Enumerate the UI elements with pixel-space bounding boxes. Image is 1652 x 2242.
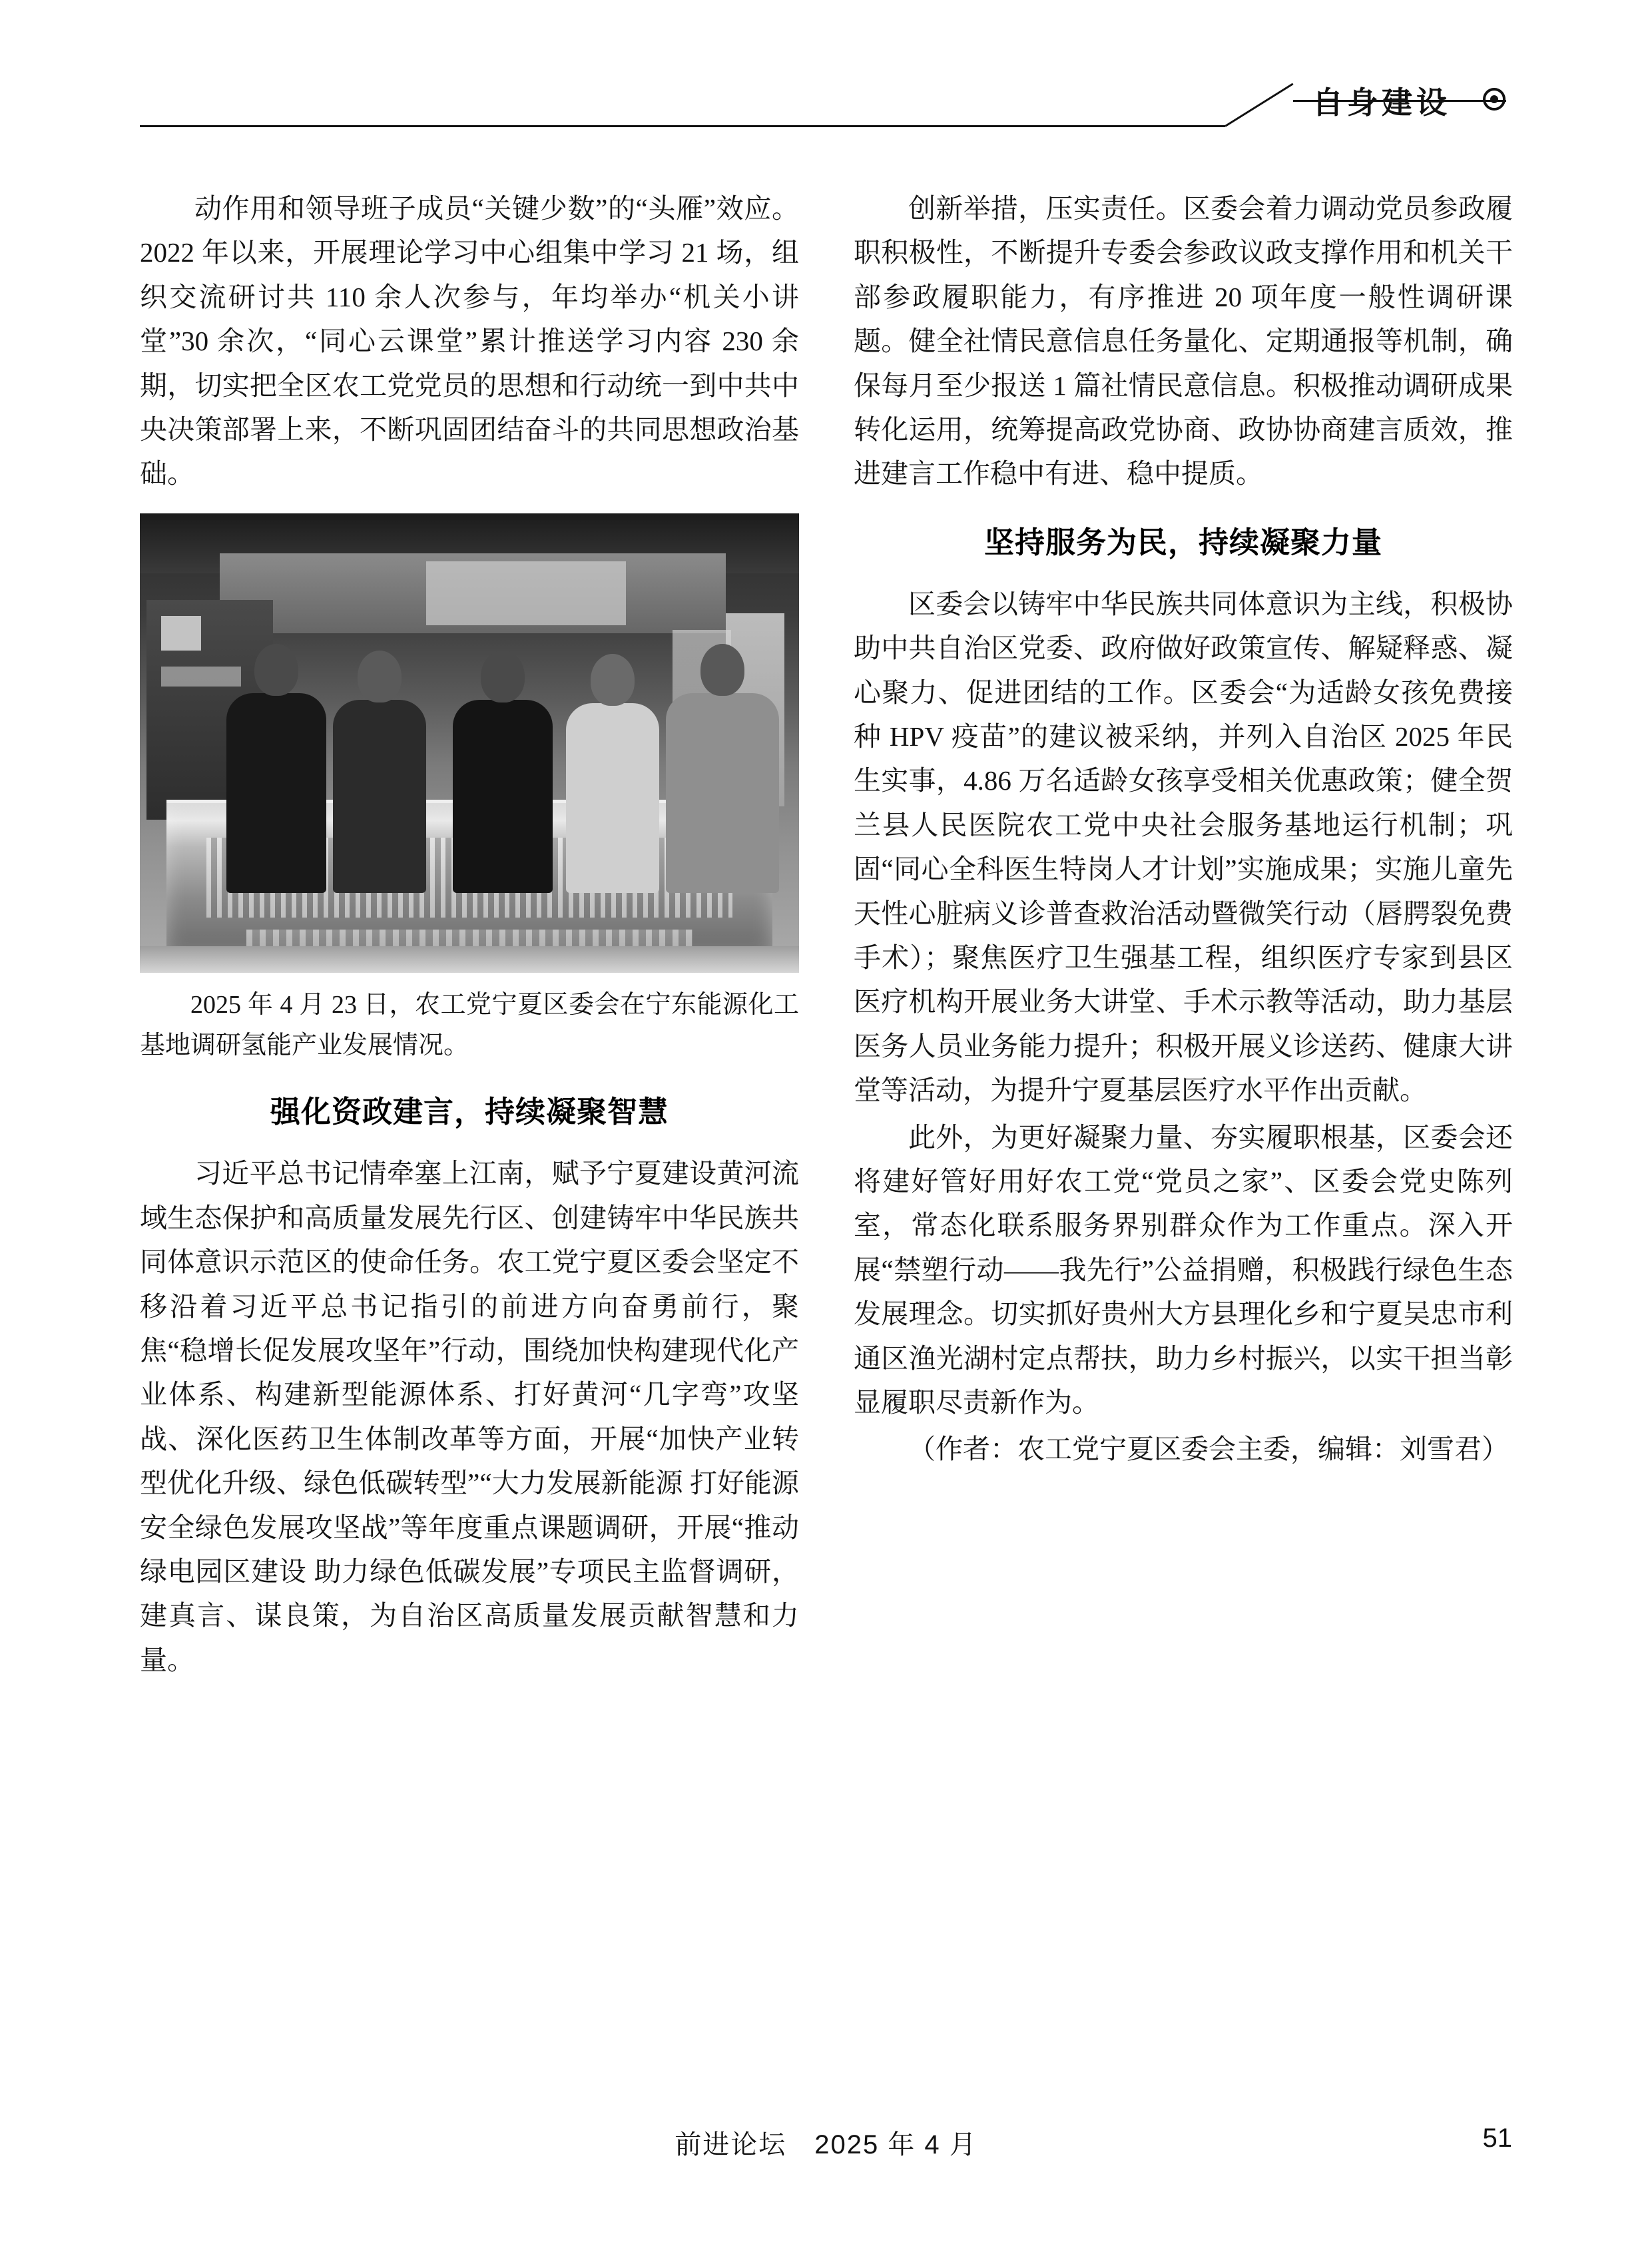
photo-person xyxy=(333,700,426,893)
paragraph: 区委会以铸牢中华民族共同体意识为主线，积极协助中共自治区党委、政府做好政策宣传、解疑释惑、凝心聚力、促进团结的工作。区委会“为适龄女孩免费接种 HPV 疫苗”的建议被采纳，并列入自治区 2025 年民生实事，4.86 万名适龄女孩享受相关优惠政策；健全贺兰县人民医院农工党中央社会服务基地运行机制；巩固“同心全科医生特岗人才计划”实施成果；实施儿童先天性心脏病义诊普查救治活动暨微笑行动（唇腭裂免费手术）；聚焦医疗卫生强基工程，组织医疗专家到县区医疗机构开展业务大讲堂、手术示教等活动，助力基层医务人员业务能力提升；积极开展义诊送药、健康大讲堂等活动，为提升宁夏基层医疗水平作出贡献。 xyxy=(854,588,1513,1106)
circle-dot-icon xyxy=(1483,88,1506,111)
header-rule-main xyxy=(140,125,1225,127)
photo-person xyxy=(666,693,779,893)
photo-floor xyxy=(140,946,799,973)
photo-person xyxy=(453,700,553,893)
photo-person xyxy=(226,693,326,893)
page-footer xyxy=(140,2123,1512,2163)
page-number: 51 xyxy=(1482,2123,1512,2153)
photo-image xyxy=(140,513,799,973)
paragraph: 创新举措，压实责任。区委会着力调动党员参政履职积极性，不断提升专委会参政议政支撑作用和机关干部参政履职能力，有序推进 20 项年度一般性调研课题。健全社情民意信息任务量化、定期通报等机制，确保每月至少报送 1 篇社情民意信息。积极推动调研成果转化运用，统筹提高政党协商、政协协商建言质效，推进建言工作稳中有进、稳中提质。 xyxy=(854,193,1513,489)
subsection-heading: 坚持服务为民，持续凝聚力量 xyxy=(983,525,1382,559)
photo-equipment-light xyxy=(161,616,201,651)
photo-person xyxy=(566,703,659,893)
page-header xyxy=(140,79,1512,139)
right-column xyxy=(854,186,1513,1474)
section-title: 自身建设 xyxy=(1312,85,1451,120)
figure xyxy=(140,513,799,1066)
photo-display-screen xyxy=(426,561,626,625)
figure-caption: 2025 年 4 月 23 日，农工党宁夏区委会在宁东能源化工基地调研氢能产业发展情况。 xyxy=(140,990,799,1059)
publication-info: 前进论坛 2025 年 4 月 xyxy=(675,2130,977,2159)
paragraph: 此外，为更好凝聚力量、夯实履职根基，区委会还将建好管好用好农工党“党员之家”、区委会党史陈列室，常态化联系服务界别群众作为工作重点。深入开展“禁塑行动——我先行”公益捐赠，积极践行绿色生态发展理念。切实抓好贵州大方县理化乡和宁夏吴忠市利通区渔光湖村定点帮扶，助力乡村振兴，以实干担当彰显履职尽责新作为。 xyxy=(854,1121,1513,1418)
paragraph: 习近平总书记情牵塞上江南，赋予宁夏建设黄河流域生态保护和高质量发展先行区、创建铸牢中华民族共同体意识示范区的使命任务。农工党宁夏区委会坚定不移沿着习近平总书记指引的前进方向奋勇前行，聚焦“稳增长促发展攻坚年”行动，围绕加快构建现代化产业体系、构建新型能源体系、打好黄河“几字弯”攻坚战、深化医药卫生体制改革等方面，开展“加快产业转型优化升级、绿色低碳转型”“大力发展新能源 打好能源安全绿色发展攻坚战”等年度重点课题调研，开展“推动绿电园区建设 助力绿色低碳发展”专项民主监督调研，建真言、谋良策，为自治区高质量发展贡献智慧和力量。 xyxy=(140,1158,799,1675)
photo-equipment-panel xyxy=(161,667,241,687)
paragraph: 动作用和领导班子成员“关键少数”的“头雁”效应。2022 年以来，开展理论学习中心组集中学习 21 场，组织交流研讨共 110 余人次参与，年均举办“机关小讲堂”30 余次，“同心云课堂”累计推送学习内容 230 余期，切实把全区农工党党员的思想和行动统一到中共中央决策部署上来，不断巩固团结奋斗的共同思想政治基础。 xyxy=(140,193,799,489)
header-rule-diagonal xyxy=(1225,83,1293,127)
left-column xyxy=(140,186,799,1685)
byline: （作者：农工党宁夏区委会主委，编辑：刘雪君） xyxy=(908,1434,1509,1465)
subsection-heading: 强化资政建言，持续凝聚智慧 xyxy=(270,1095,669,1129)
